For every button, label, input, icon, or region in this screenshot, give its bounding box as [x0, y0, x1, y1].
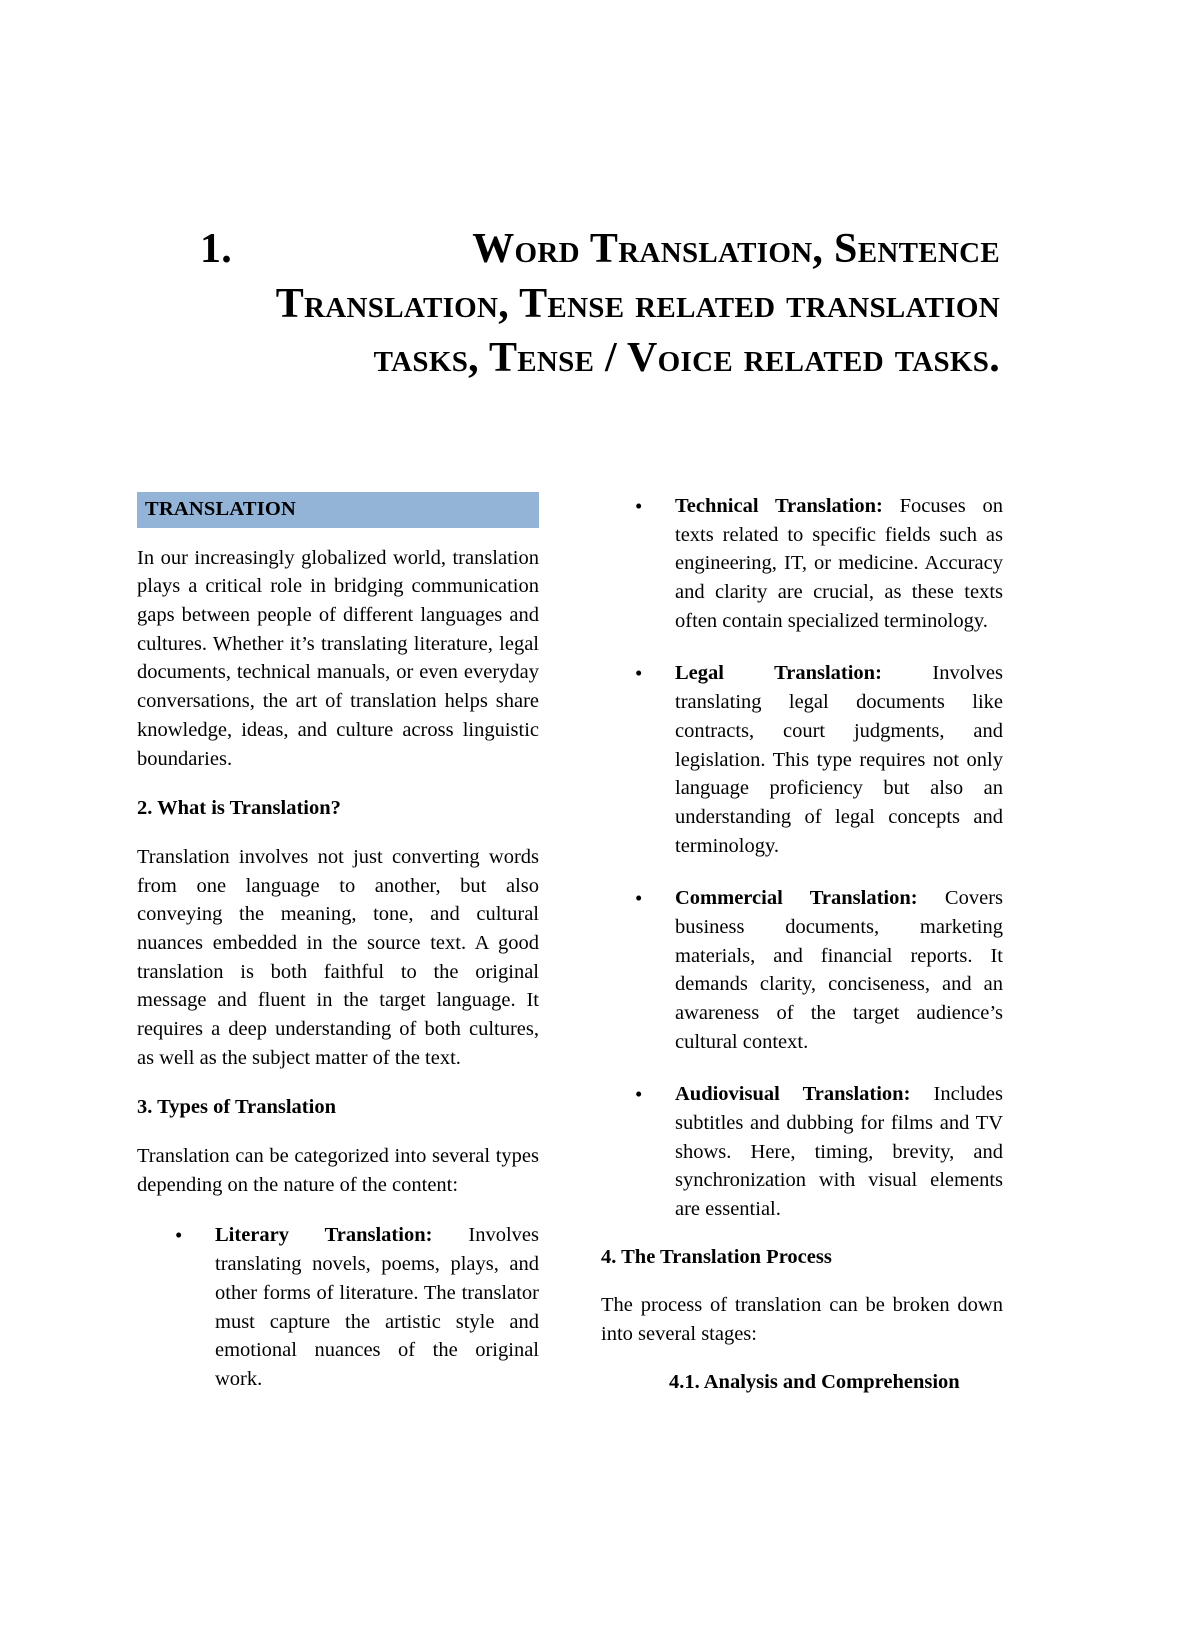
- translation-types-list-right: [601, 492, 1003, 1224]
- list-item: [601, 492, 1003, 635]
- translation-types-list-left: [137, 1221, 539, 1393]
- bullet-point-icon: •: [635, 1082, 643, 1107]
- list-item-text: Covers business documents, marketing materials, and financial reports. It demands clarity, conciseness, and an awareness of the target audience’s cultural context.: [675, 887, 1003, 1053]
- section-4-paragraph: The process of translation can be broken down into several stages:: [601, 1294, 1003, 1346]
- bullet-point-icon: •: [175, 1223, 183, 1248]
- left-column: [137, 492, 539, 1415]
- title-text: Word Translation, Sentence Translation, Tense related translation tasks, Tense / Voice related tasks.: [275, 226, 1000, 382]
- bullet-point-icon: •: [635, 494, 643, 518]
- list-item-label: Technical Translation:: [675, 495, 883, 517]
- list-item-label: Commercial Translation:: [675, 887, 918, 910]
- highlighted-heading-translation: TRANSLATION: [137, 492, 539, 528]
- bullet-point-icon: •: [635, 661, 643, 686]
- list-item-label: Audiovisual Translation:: [675, 1083, 911, 1106]
- list-item-text: Includes subtitles and dubbing for films and TV shows. Here, timing, brevity, and synchronization with visual elements are essential.: [675, 1083, 1004, 1221]
- list-item: [601, 1080, 1003, 1223]
- list-item: [601, 884, 1003, 1056]
- section-heading-2: 2. What is Translation?: [137, 797, 341, 820]
- list-item-label: Legal Translation:: [675, 662, 882, 685]
- list-item: [137, 1221, 539, 1393]
- section-heading-4-1: 4.1. Analysis and Comprehension: [669, 1370, 960, 1393]
- list-item-label: Literary Translation:: [215, 1224, 433, 1247]
- list-item-text: Focuses on texts related to specific fields such as engineering, IT, or medicine. Accuracy and clarity are crucial, as these texts often contain specialized terminology.: [675, 495, 1003, 632]
- title-number: 1.: [200, 226, 233, 272]
- two-column-body: [137, 492, 1003, 1415]
- bullet-point-icon: •: [635, 886, 643, 911]
- section-heading-3: 3. Types of Translation: [137, 1096, 336, 1119]
- page-title: [0, 0, 1200, 386]
- section-heading-4: 4. The Translation Process: [601, 1245, 832, 1268]
- list-item-text: Involves translating legal documents like contracts, court judgments, and legislation. This type requires not only language proficiency but also an understanding of legal concepts and terminology.: [675, 662, 1003, 857]
- list-item: [601, 659, 1003, 860]
- right-column: [601, 492, 1003, 1415]
- section-3-paragraph: Translation can be categorized into several types depending on the nature of the content:: [137, 1145, 539, 1196]
- intro-paragraph: In our increasingly globalized world, translation plays a critical role in bridging communication gaps between people of different languages and cultures. Whether it’s translating literature, legal documents, technical manuals, or even everyday conversations, the art of translation helps share knowledge, ideas, and culture across linguistic boundaries.: [137, 546, 539, 770]
- section-2-paragraph: Translation involves not just converting words from one language to another, but also conveying the meaning, tone, and cultural nuances embedded in the source text. A good translation is both faithful to the original message and fluent in the target language. It requires a deep understanding of both cultures, as well as the subject matter of the text.: [137, 845, 539, 1069]
- list-item-text: Involves translating novels, poems, plays, and other forms of literature. The translator must capture the artistic style and emotional nuances of the original work.: [215, 1224, 539, 1390]
